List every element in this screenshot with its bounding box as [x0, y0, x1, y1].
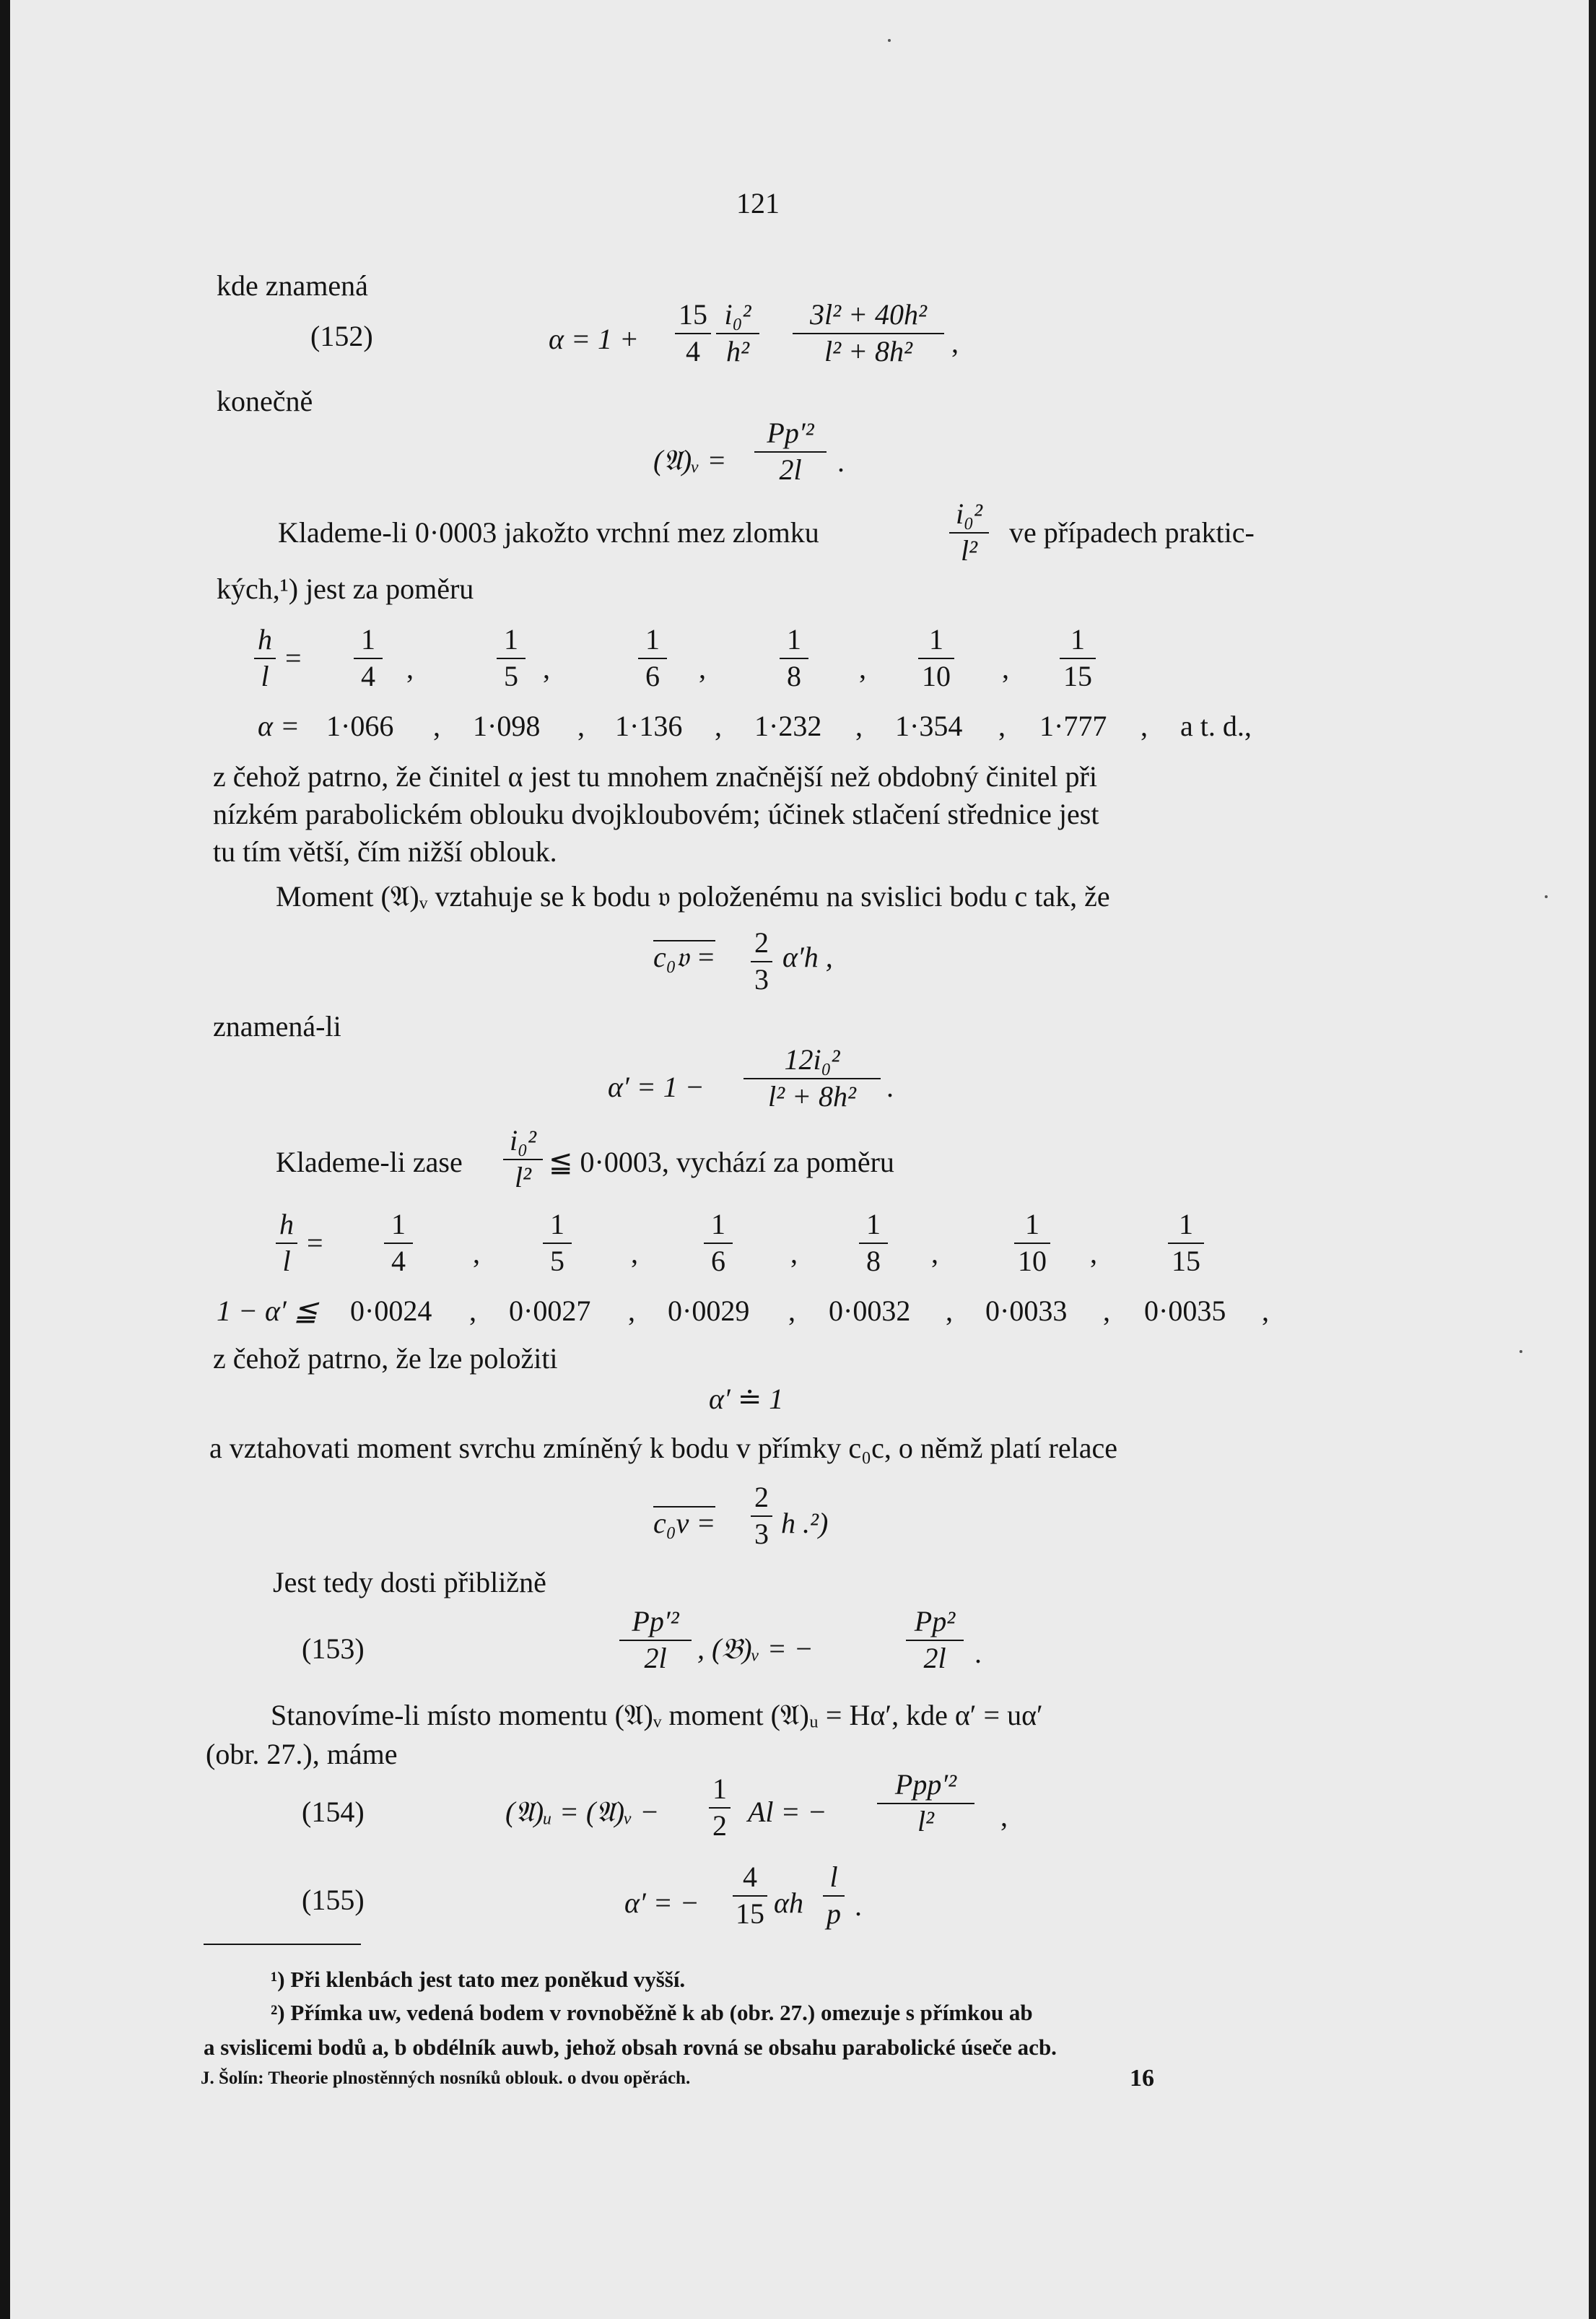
text-line: znamená-li — [213, 1010, 341, 1043]
fraction-h-over-l: h l — [254, 625, 276, 691]
alpha-value: 1·232 — [754, 710, 822, 742]
text-line: Klademe-li 0·0003 jakožto vrchní mez zlomku — [278, 516, 819, 549]
value: 0·0032 — [829, 1295, 911, 1327]
separator: , — [931, 1237, 938, 1269]
ratio-fraction: 1 15 — [1060, 625, 1096, 691]
fraction: 1 2 — [709, 1775, 731, 1840]
punctuation: . — [837, 445, 845, 478]
separator: , — [406, 652, 414, 684]
fraction: i₀² h² — [716, 300, 759, 366]
text-line: Klademe-li zase — [276, 1146, 463, 1178]
value: 0·0027 — [509, 1295, 591, 1327]
equation-lhs: α′ = − — [624, 1887, 699, 1919]
separator: , — [1002, 652, 1009, 684]
fraction: 4 15 — [733, 1863, 767, 1928]
text-line: z čehož patrno, že činitel α jest tu mnohem značnější než obdobný činitel při — [213, 760, 1097, 793]
ratio-fraction: 1 4 — [354, 625, 383, 691]
separator: , — [1141, 710, 1148, 742]
separator: , — [715, 710, 722, 742]
equation-approx: α′ ≐ 1 — [709, 1383, 784, 1415]
scan-speck — [1519, 1350, 1522, 1353]
separator: , — [1103, 1295, 1110, 1327]
footnote-2-line1: ²) Přímka uw, vedená bodem v rovnoběžně k ab (obr. 27.) omezuje s přímkou ab — [271, 2000, 1033, 2025]
equation-mid: Al = − — [748, 1796, 827, 1828]
separator: , — [1262, 1295, 1269, 1327]
fraction: Pp′² 2l — [619, 1607, 692, 1673]
separator: , — [577, 710, 585, 742]
fraction: 3l² + 40h² l² + 8h² — [793, 300, 944, 366]
ratio-fraction: 1 8 — [780, 625, 808, 691]
value: 0·0024 — [350, 1295, 432, 1327]
fraction: Ppp′² l² — [877, 1770, 974, 1836]
alpha-value: 1·354 — [895, 710, 963, 742]
text-etc: a t. d., — [1180, 710, 1252, 742]
text-line: kých,¹) jest za poměru — [217, 573, 474, 605]
separator: , — [433, 710, 440, 742]
footnote-1: ¹) Při klenbách jest tato mez poněkud vyšší. — [271, 1967, 686, 1992]
equation-mid: αh — [774, 1887, 803, 1919]
equation-rhs: h .²) — [781, 1507, 829, 1539]
footnote-2-line2: a svislicemi bodů a, b obdélník auwb, jehož obsah rovná se obsahu parabolické úseče acb. — [204, 2035, 1057, 2060]
footnote-rule — [204, 1944, 361, 1945]
ratio-fraction: 1 5 — [543, 1210, 572, 1276]
separator: , — [998, 710, 1006, 742]
equation-label: (153) — [302, 1632, 365, 1665]
alpha-value: 1·136 — [615, 710, 683, 742]
scan-speck — [888, 39, 891, 42]
text-line: ≦ 0·0003, vychází za poměru — [549, 1146, 894, 1178]
fraction: i₀² l² — [503, 1126, 543, 1192]
equation-lhs: α′ = 1 − — [608, 1071, 705, 1103]
equation-lhs: (𝔄)ᵥ = — [653, 444, 727, 477]
scan-border-left — [0, 0, 10, 2319]
value: 0·0029 — [668, 1295, 750, 1327]
separator: , — [628, 1295, 635, 1327]
equation-lhs: α = 1 + — [549, 323, 639, 355]
text-line: konečně — [217, 385, 313, 417]
fraction: 12i₀² l² + 8h² — [744, 1045, 881, 1111]
ratio-fraction: 1 4 — [384, 1210, 413, 1276]
ratio-fraction: 1 6 — [638, 625, 667, 691]
value: 0·0033 — [985, 1295, 1068, 1327]
ratio-fraction: 1 10 — [1014, 1210, 1050, 1276]
text-line: nízkém parabolickém oblouku dvojkloubovém; účinek stlačení střednice jest — [213, 798, 1099, 830]
alpha-value: 1·066 — [326, 710, 394, 742]
separator: , — [473, 1237, 480, 1269]
scan-border-right — [1589, 0, 1596, 2319]
punctuation: . — [855, 1889, 862, 1922]
equation-lhs: (𝔄)ᵤ = (𝔄)ᵥ − — [505, 1796, 660, 1828]
punctuation: , — [951, 326, 959, 359]
equation-mid: , (𝔅)ᵥ = − — [697, 1632, 814, 1665]
separator: , — [946, 1295, 953, 1327]
alpha-value: 1·098 — [473, 710, 541, 742]
separator: , — [788, 1295, 795, 1327]
fraction: Pp′² 2l — [754, 419, 827, 484]
page-number: 121 — [736, 187, 780, 219]
punctuation: , — [1000, 1800, 1008, 1832]
fraction: 15 4 — [675, 300, 711, 366]
footer-book-title: J. Šolín: Theorie plnostěnných nosníků oblouk. o dvou opěrách. — [201, 2068, 691, 2088]
text-line: Stanovíme-li místo momentu (𝔄)ᵥ moment (𝔄)ᵤ = Hα′, kde α′ = uα′ — [271, 1699, 1043, 1731]
separator: , — [1090, 1237, 1097, 1269]
punctuation: . — [974, 1637, 982, 1669]
fraction-h-over-l: h l — [276, 1210, 297, 1276]
separator: , — [543, 652, 550, 684]
ratio-fraction: 1 15 — [1168, 1210, 1204, 1276]
text-line: kde znamená — [217, 269, 368, 302]
fraction: l p — [823, 1863, 845, 1928]
punctuation: . — [886, 1071, 894, 1103]
ratio-fraction: 1 6 — [704, 1210, 733, 1276]
ratio-fraction: 1 8 — [859, 1210, 888, 1276]
scan-speck — [1545, 895, 1548, 898]
fraction: 2 3 — [751, 928, 772, 994]
equation-rhs: α′h , — [782, 941, 833, 973]
value: 0·0035 — [1144, 1295, 1226, 1327]
separator: , — [631, 1237, 638, 1269]
alpha-value: 1·777 — [1039, 710, 1107, 742]
equation-lhs: c₀v = — [653, 1507, 716, 1539]
text-line: Moment (𝔄)ᵥ vztahuje se k bodu 𝔳 položenému na svislici bodu c tak, že — [276, 880, 1110, 913]
equals-sign: = — [285, 642, 302, 674]
text-line: Jest tedy dosti přibližně — [273, 1566, 546, 1598]
one-minus-alpha-label: 1 − α′ ≦ — [217, 1295, 318, 1327]
equation-lhs: c₀𝔳 = — [653, 941, 716, 973]
fraction: 2 3 — [751, 1483, 772, 1549]
ratio-fraction: 1 5 — [497, 625, 526, 691]
fraction: Pp² 2l — [906, 1607, 964, 1673]
equation-label: (154) — [302, 1796, 365, 1828]
equation-label: (155) — [302, 1884, 365, 1916]
separator: , — [855, 710, 863, 742]
footer-sheet-number: 16 — [1130, 2065, 1154, 2092]
fraction: i₀² l² — [949, 500, 989, 565]
text-line: a vztahovati moment svrchu zmíněný k bodu v přímky c₀c, o němž platí relace — [209, 1432, 1117, 1464]
text-line: tu tím větší, čím nižší oblouk. — [213, 835, 557, 868]
equation-label: (152) — [310, 320, 373, 352]
separator: , — [790, 1237, 798, 1269]
text-line: z čehož patrno, že lze položiti — [213, 1342, 558, 1375]
separator: , — [699, 652, 706, 684]
alpha-label: α = — [258, 710, 300, 742]
text-line: ve případech praktic- — [1009, 516, 1255, 549]
ratio-fraction: 1 10 — [918, 625, 954, 691]
separator: , — [469, 1295, 476, 1327]
text-line: (obr. 27.), máme — [206, 1738, 398, 1770]
separator: , — [859, 652, 866, 684]
equals-sign: = — [307, 1227, 323, 1259]
